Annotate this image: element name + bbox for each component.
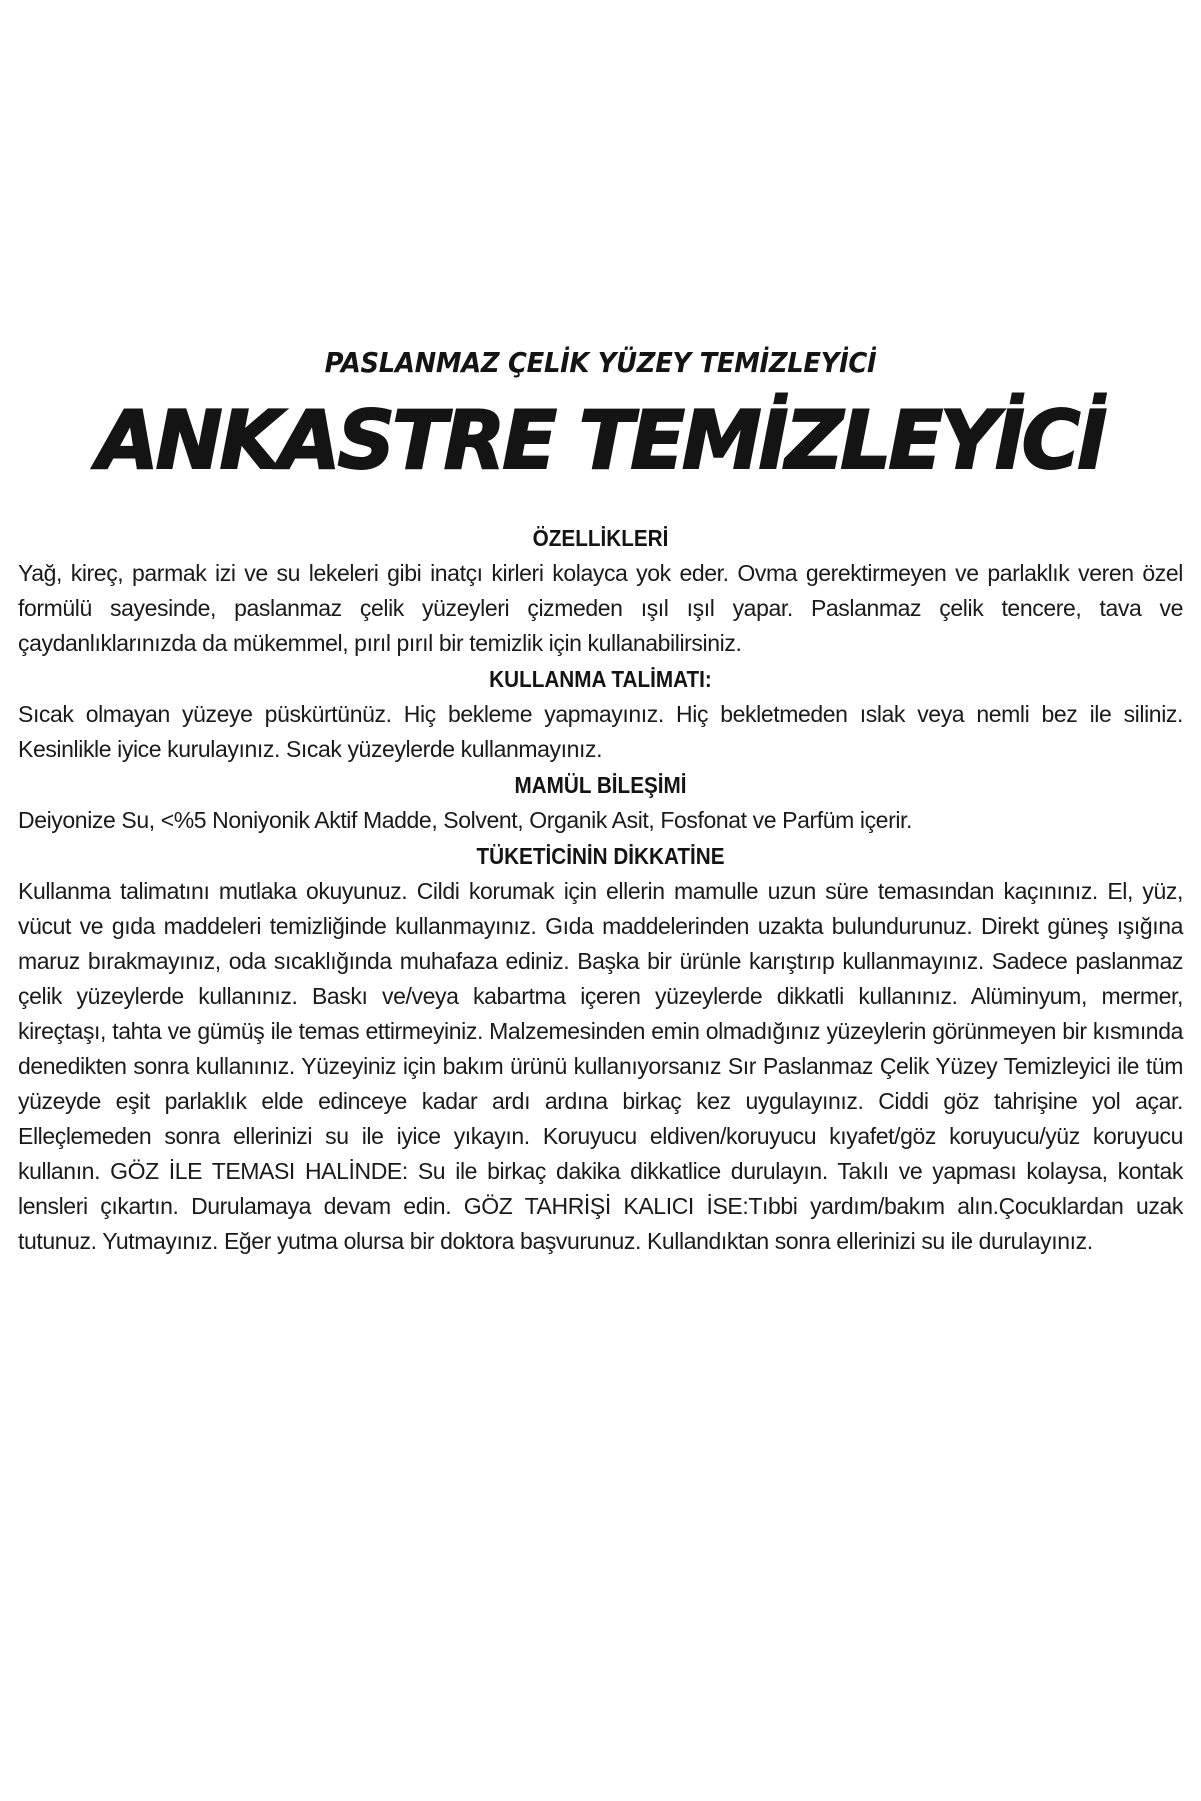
warnings-heading: TÜKETİCİNİN DİKKATİNE <box>476 843 725 869</box>
usage-section <box>18 661 1183 767</box>
product-subtitle: PASLANMAZ ÇELİK YÜZEY TEMİZLEYİCİ <box>324 346 877 379</box>
composition-section <box>18 767 1183 838</box>
usage-heading: KULLANMA TALİMATI: <box>489 666 712 692</box>
label-content <box>18 520 1183 1259</box>
warnings-section <box>18 838 1183 1259</box>
usage-text: Sıcak olmayan yüzeye püskürtünüz. Hiç bekleme yapmayınız. Hiç bekletmeden ıslak veya nemli bez ile siliniz. Kesinlikle iyice kurulayınız. Sıcak yüzeylerde kullanmayınız. <box>18 701 1183 762</box>
features-heading: ÖZELLİKLERİ <box>532 525 669 551</box>
product-title: ANKASTRE TEMİZLEYİCİ <box>96 394 1105 487</box>
features-section <box>18 520 1183 661</box>
warnings-text: Kullanma talimatını mutlaka okuyunuz. Cildi korumak için ellerin mamulle uzun süre temasından kaçınınız. El, yüz, vücut ve gıda maddeleri temizliğinde kullanmayınız. Gıda maddelerinden uzakta bulundurunuz. Direkt güneş ışığına maruz bırakmayınız, oda sıcaklığında muhafaza ediniz. Başka bir ürünle karıştırıp kullanmayınız. Sadece paslanmaz çelik yüzeylerde kullanınız. Baskı ve/veya kabartma içeren yüzeylerde dikkatli kullanınız. Alüminyum, mermer, kireçtaşı, tahta ve gümüş ile temas ettirmeyiniz. Malzemesinden emin olmadığınız yüzeylerin görünmeyen bir kısmında denedikten sonra kullanınız. Yüzeyiniz için bakım ürünü kullanıyorsanız Sır Paslanmaz Çelik Yüzey Temizleyici ile tüm yüzeyde eşit parlaklık elde edinceye kadar ardı ardına birkaç kez uygulayınız. Ciddi göz tahrişine yol açar. Elleçlemeden sonra ellerinizi su ile iyice yıkayın. Koruyucu eldiven/koruyucu kıyafet/göz koruyucu/yüz koruyucu kullanın. GÖZ İLE TEMASI HALİNDE: Su ile birkaç dakika dikkatlice durulayın. Takılı ve yapması kolaysa, kontak lensleri çıkartın. Durulamaya devam edin. GÖZ TAHRİŞİ KALICI İSE:Tıbbi yardım/bakım alın.Çocuklardan uzak tutunuz. Yutmayınız. Eğer yutma olursa bir doktora başvurunuz. Kullandıktan sonra ellerinizi su ile durulayınız. <box>18 878 1183 1254</box>
features-text: Yağ, kireç, parmak izi ve su lekeleri gibi inatçı kirleri kolayca yok eder. Ovma gerektirmeyen ve parlaklık veren özel formülü sayesinde, paslanmaz çelik yüzeyleri çizmeden ışıl ışıl yapar. Paslanmaz çelik tencere, tava ve çaydanlıklarınızda da mükemmel, pırıl pırıl bir temizlik için kullanabilirsiniz. <box>18 560 1183 656</box>
composition-text: Deiyonize Su, <%5 Noniyonik Aktif Madde, Solvent, Organik Asit, Fosfonat ve Parfüm içerir. <box>18 807 913 833</box>
label-header <box>0 345 1201 489</box>
composition-heading: MAMÜL BİLEŞİMİ <box>514 772 687 798</box>
